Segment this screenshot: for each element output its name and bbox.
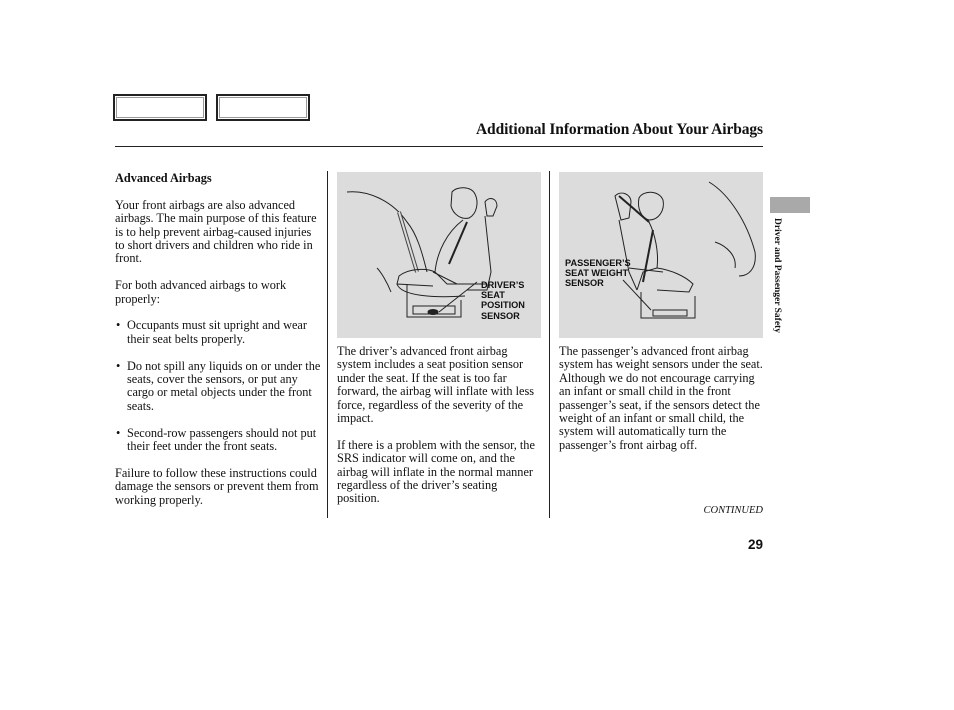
passenger-sensor-label: PASSENGER’S SEAT WEIGHT SENSOR <box>565 258 631 289</box>
section-tab[interactable] <box>770 197 810 213</box>
nav-back-button[interactable] <box>113 94 207 121</box>
list-item-text: Do not spill any liquids on or under the seats, cover the sensors, or put any cargo or metal objects under the front seats. <box>127 358 321 413</box>
list-item <box>115 427 322 454</box>
bullet-icon: • <box>116 318 121 333</box>
bullet-icon: • <box>116 425 121 440</box>
column-passenger-sensor <box>559 345 763 466</box>
title-rule <box>115 146 763 147</box>
passenger-seat-drawing <box>559 172 763 338</box>
section-heading: Advanced Airbags <box>115 171 212 185</box>
column-advanced-airbags <box>115 172 322 520</box>
list-item <box>115 319 322 346</box>
column-driver-sensor <box>337 345 542 519</box>
section-tab-label: Driver and Passenger Safety <box>772 218 782 333</box>
column-divider <box>549 171 550 518</box>
page-number: 29 <box>747 537 763 552</box>
bullet-icon: • <box>116 358 121 373</box>
continued-note: CONTINUED <box>703 505 763 516</box>
intro-paragraph: Your front airbags are also advanced airbags. The main purpose of this feature is to help prevent airbag-caused injuries to short drivers and children who ride in front. <box>115 197 317 266</box>
driver-seat-illustration <box>337 172 541 338</box>
column-divider <box>327 171 328 518</box>
driver-sensor-label: DRIVER’S SEAT POSITION SENSOR <box>481 280 525 321</box>
list-item-text: Occupants must sit upright and wear their seat belts properly. <box>127 318 307 346</box>
passenger-seat-illustration <box>559 172 763 338</box>
list-item <box>115 360 322 414</box>
list-item-text: Second-row passengers should not put their feet under the front seats. <box>127 425 317 454</box>
nav-index-button[interactable] <box>216 94 310 121</box>
driver-paragraph-1: The driver’s advanced front airbag system includes a seat position sensor under the seat. If the seat is too far forward, the airbag will inflate with less force, regardless of the severity of the impact. <box>337 344 535 426</box>
passenger-paragraph-1: The passenger’s advanced front airbag system has weight sensors under the seat. Although we do not encourage carrying an infant or small child in the front passenger’s seat, if the sensors detect the weight of an infant or small child, the system will automatically turn the passenger’s front airbag off. <box>559 344 763 452</box>
driver-paragraph-2: If there is a problem with the sensor, the SRS indicator will come on, and the airbag will inflate in the normal manner regardless of the driver’s seating position. <box>337 437 535 506</box>
page-title: Additional Information About Your Airbags <box>475 121 763 138</box>
lead-paragraph: For both advanced airbags to work properly: <box>115 278 287 306</box>
closing-paragraph: Failure to follow these instructions could damage the sensors or prevent them from working properly. <box>115 465 319 507</box>
requirements-list <box>115 319 322 453</box>
